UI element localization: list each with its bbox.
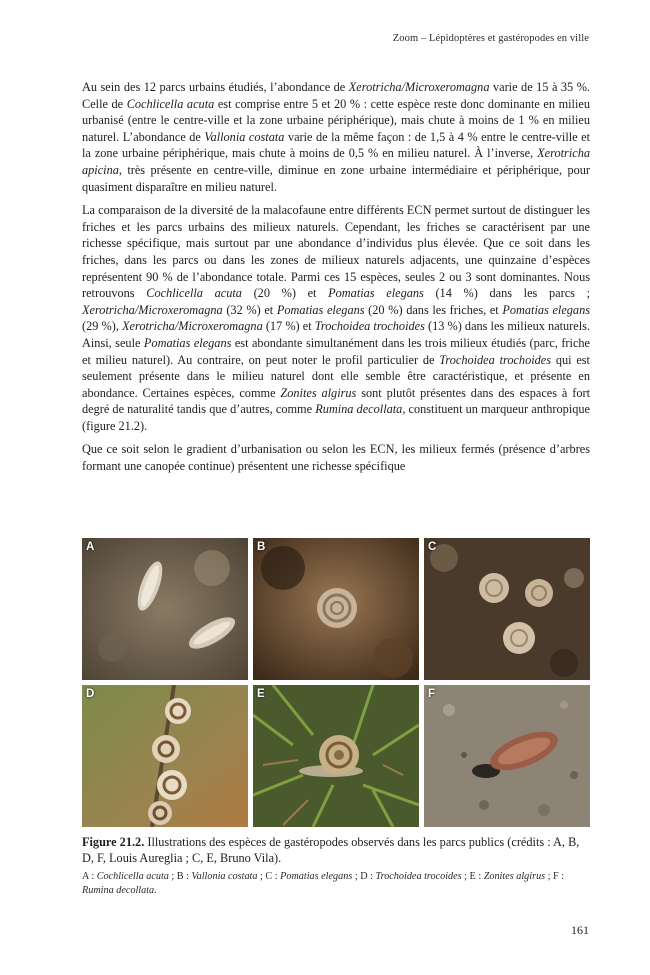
figure-legend [82, 870, 590, 899]
species-name: Trochoidea trochoides [314, 319, 425, 334]
photo-label: F [428, 688, 436, 700]
species-name: Xerotricha/Microxeromagna [82, 302, 223, 317]
page-number: 161 [571, 923, 589, 937]
text-run: ; F : [545, 871, 565, 882]
species-name: Trochoidea trocoides [375, 871, 462, 882]
running-head: Zoom – Lépidoptères et gastéropodes en ville [392, 33, 589, 44]
text-run: qui est seulement présente dans le milieu naturel dont elle semble être caractéristique, et présente en abondance. Certaines espèces, comme [82, 352, 590, 400]
vallonia-costata-photo [253, 538, 419, 680]
species-name: Pomatias elegans [143, 335, 232, 350]
species-name: Rumina decollata [82, 885, 155, 897]
species-name: Pomatias elegans [276, 302, 365, 317]
zonites-algirus-photo [253, 685, 419, 827]
species-name: Zonites algirus [280, 385, 357, 400]
text-run: ; D : [352, 871, 376, 882]
text-run: (17 %) et [262, 319, 315, 334]
text-run: , constituent un marqueur anthropique (figure 21.2). [82, 402, 590, 433]
text-run: (20 %) et [241, 286, 329, 301]
figure-photo-grid [82, 538, 590, 827]
species-name: Pomatias elegans [502, 302, 591, 317]
photo-e [253, 685, 419, 827]
species-name: Vallonia costata [204, 129, 285, 144]
text-run: ; E : [461, 871, 484, 882]
species-name: Cochlicella acuta [96, 871, 169, 882]
paragraph-3 [82, 441, 590, 474]
rumina-decollata-photo [424, 685, 590, 827]
text-run: (32 %) et [222, 302, 277, 317]
text-run: varie de 15 à 35 %. Celle de [82, 80, 591, 111]
paragraph-1 [82, 79, 590, 195]
species-name: Vallonia costata [191, 871, 258, 882]
figure-label: Figure 21.2. [82, 835, 145, 849]
paragraph-2 [82, 202, 590, 434]
species-name: Cochlicella acuta [126, 96, 215, 111]
text-run: ; B : [168, 871, 192, 882]
text-run: La comparaison de la diversité de la malacofaune entre différents ECN permet surtout de distinguer les friches et les parcs urbains des milieux naturels. Cependant, les friches se caractérisent par une richesse spécifique, mais surtout par une abondance d’individus plus élevée. Que ce soit dans les friches, dans les parcs ou dans les zones de milieux naturels adjacents, une quinzaine d’espèces représentent 90 % de l’abondance totale. Parmi ces 15 espèces, seules 2 ou 3 sont dominantes. Nous retrouvons [82, 203, 590, 301]
species-name: Zonites algirus [483, 871, 546, 882]
photo-label: A [86, 541, 95, 553]
text-run: . [154, 885, 157, 897]
species-name: Pomatias elegans [328, 286, 424, 301]
photo-label: D [86, 688, 95, 700]
photo-label: C [428, 541, 437, 553]
figure-caption [82, 834, 590, 866]
text-run: (13 %) dans les milieux naturels. Ainsi, seule [82, 319, 590, 350]
trochoidea-trocoides-photo [82, 685, 248, 827]
text-run: sont plutôt présentes dans des espaces à fort degré de naturalité tandis que d’autres, comme [82, 385, 590, 417]
cochlicella-acuta-photo [82, 538, 248, 680]
text-run: (20 %) dans les friches, et [364, 302, 503, 317]
species-name: Rumina decollata [315, 402, 403, 417]
text-run: (29 %), [82, 319, 123, 334]
text-run: ; C : [257, 871, 281, 882]
text-run: varie de la même façon : de 1,5 à 4 % entre le centre-ville et la zone urbaine périphérique, mais chute à moins de 0,5 % en milieu naturel. À l’inverse, [82, 129, 591, 161]
text-run: est abondante simultanément dans les trois milieux étudiés (parc, friche et milieu naturel). Au contraire, on peut noter le profil particulier de [82, 335, 591, 367]
text-run: , très présente en centre-ville, diminue en zone urbaine intermédiaire et périphérique, pour quasiment disparaître en milieu naturel. [82, 162, 590, 194]
text-run: est comprise entre 5 et 20 % : cette espèce reste donc dominante en milieu urbanisé (entre le centre-ville et la zone urbaine périphérique), mais chute à moins de 1 % en milieu naturel. L’abondance de [82, 96, 590, 144]
photo-label: B [257, 541, 266, 553]
text-run: A : [82, 871, 97, 882]
species-name: Pomatias elegans [280, 871, 353, 882]
species-name: Cochlicella acuta [146, 286, 242, 301]
species-name: Trochoidea trochoides [439, 352, 552, 367]
species-name: Xerotricha/Microxeromagna [348, 80, 490, 94]
text-run: (14 %) dans les parcs ; [423, 286, 591, 301]
text-run: Que ce soit selon le gradient d’urbanisation ou selon les ECN, les milieux fermés (présence d’arbres formant une canopée continue) présentent une richesse spécifique [82, 442, 590, 474]
photo-f [424, 685, 590, 827]
pomatias-elegans-photo [424, 538, 590, 680]
photo-label: E [257, 688, 265, 700]
photo-a [82, 538, 248, 680]
species-name: Xerotricha apicina [82, 146, 590, 177]
photo-c [424, 538, 590, 680]
figure-caption-text: Illustrations des espèces de gastéropodes observés dans les parcs publics (crédits : A, B, D, F, Louis Aureglia ; C, E, Bruno Vila). [82, 835, 580, 865]
photo-d [82, 685, 248, 827]
text-run: Au sein des 12 parcs urbains étudiés, l’abondance de [82, 80, 349, 94]
species-name: Xerotricha/Microxeromagna [122, 319, 263, 334]
photo-b [253, 538, 419, 680]
body-text [82, 79, 590, 475]
